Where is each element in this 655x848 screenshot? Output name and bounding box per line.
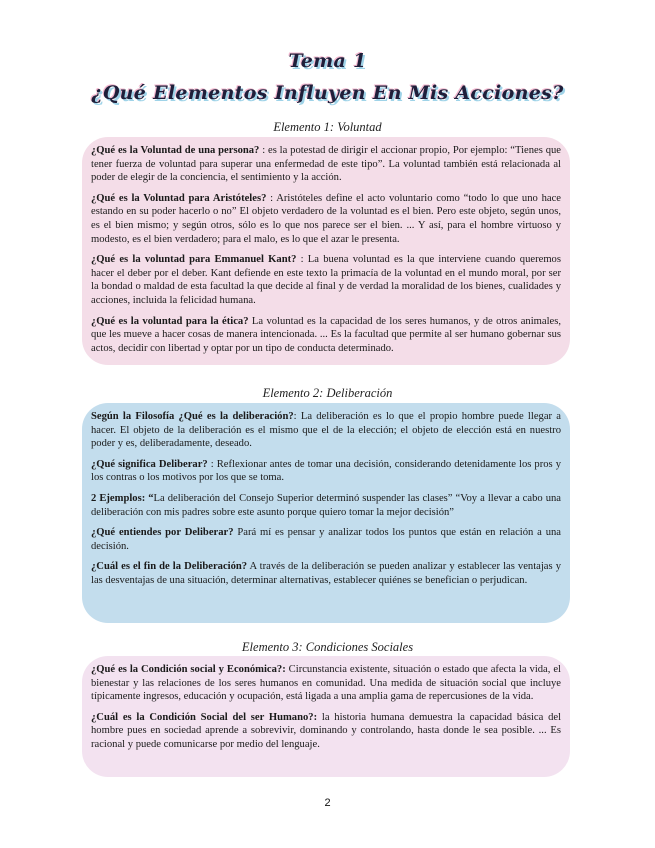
condiciones-box xyxy=(82,656,570,777)
answer: La voluntad es la capacidad de los seres humanos, y de otros animales, que les mueve a hacer cosas de manera intencionada. ... Es la facultad que permite al ser humano gobernar sus actos, decidir con libertad y optar por un tipo de conducta determinado. xyxy=(91,315,561,354)
paragraph xyxy=(91,410,561,451)
question: 2 Ejemplos: “ xyxy=(91,492,154,504)
answer: : La deliberación es lo que el propio hombre puede llegar a hacer. El objeto de la deliberación es el mismo que el de la elección; el objeto de elección está en nuestro poder y es, deliberadamente, deseado. xyxy=(91,411,561,450)
question: Según la Filosofía ¿Qué es la deliberación? xyxy=(91,411,294,422)
answer: : es la potestad de dirigir el accionar propio, Por ejemplo: “Tienes que tener fuerza de voluntad para superar una enfermedad de este tipo”. La voluntad también está relacionada al poder de elegir de la conciencia, el sentimiento y la acción. xyxy=(91,145,561,184)
question: ¿Qué significa Deliberar? xyxy=(91,458,208,470)
question: ¿Qué es la Voluntad para Aristóteles? xyxy=(91,192,267,204)
question: ¿Cuál es el fin de la Deliberación? xyxy=(91,561,248,573)
question: ¿Qué es la Voluntad de una persona? xyxy=(91,145,260,156)
paragraph xyxy=(91,663,561,704)
paragraph xyxy=(91,192,561,246)
answer: la historia humana demuestra la capacidad básica del hombre pues en sociedad aprende a sobrevivir, dominando y controlando, hasta donde le sea posible. ... Es racional y puede comunicarse por medio del lenguaje. xyxy=(91,711,562,750)
paragraph xyxy=(91,458,561,485)
paragraph xyxy=(91,711,561,752)
deliberacion-box xyxy=(82,403,570,623)
paragraph xyxy=(91,253,561,307)
answer: : La buena voluntad es la que interviene cuando queremos hacer el deber por el deber. Kant defiende en este texto la primacía de la voluntad en el mundo moral, por ser la bondad o maldad de esta facultad la que decide al final y de verdad la moralidad de los bienes, cualidades y acciones, incluida la felicidad humana. xyxy=(91,254,561,306)
paragraph xyxy=(91,560,561,587)
answer: A través de la deliberación se pueden analizar y establecer las ventajas y las desventajas de una situación, determinar alternativas, establecer quiénes se benefician o perjudican. xyxy=(91,561,561,586)
page-number: 2 xyxy=(324,797,331,809)
section-heading-condiciones: Elemento 3: Condiciones Sociales xyxy=(241,640,414,654)
answer: Pará mí es pensar y analizar todos los puntos que están en relación a una decisión. xyxy=(91,527,561,552)
paragraph xyxy=(91,526,561,553)
answer: : Reflexionar antes de tomar una decisión, considerando detenidamente los pros y los contras o los motivos por los que se toma. xyxy=(91,458,561,484)
question: ¿Qué es la voluntad para Emmanuel Kant? xyxy=(91,254,297,266)
page-subtitle: ¿Qué Elementos Influyen En Mis Acciones? xyxy=(91,82,564,104)
answer: Circunstancia existente, situación o estado que afecta la vida, el bienestar y las relaciones de los seres humanos en comunidad. Una medida de situación social que incluye típicamente ingresos, educación y ocupación, está ligada a una amplia gama de repercusiones de la vida. xyxy=(91,664,561,703)
question: ¿Qué entiendes por Deliberar? xyxy=(91,527,234,539)
paragraph xyxy=(91,492,561,519)
question: ¿Qué es la voluntad para la ética? xyxy=(91,315,249,327)
question: ¿Qué es la Condición social y Económica?: xyxy=(91,664,286,675)
paragraph xyxy=(91,315,561,356)
page-title: Tema 1 xyxy=(288,50,367,72)
section-heading-voluntad: Elemento 1: Voluntad xyxy=(273,120,382,134)
question: ¿Cuál es la Condición Social del ser Humano?: xyxy=(91,711,318,723)
voluntad-box xyxy=(82,137,570,365)
section-heading-deliberacion: Elemento 2: Deliberación xyxy=(262,386,393,400)
answer: La deliberación del Consejo Superior determinó suspender las clases” “Voy a llevar a cabo una deliberación con mis padres sobre este asunto porque quiero tomar la mejor decisión” xyxy=(91,492,561,518)
paragraph xyxy=(91,144,561,185)
answer: : Aristóteles define el acto voluntario como “todo lo que uno hace estando en su poder hacerlo o no” El objeto verdadero de la voluntad es el bien. Pero este objeto, según unos, es el bien mismo; y según otros, sólo es lo que nos parece ser el bien. ... Y así, para el hombre virtuoso y modesto, es el bien verdadero; para el malo, es lo que el azar le presenta. xyxy=(91,192,561,245)
